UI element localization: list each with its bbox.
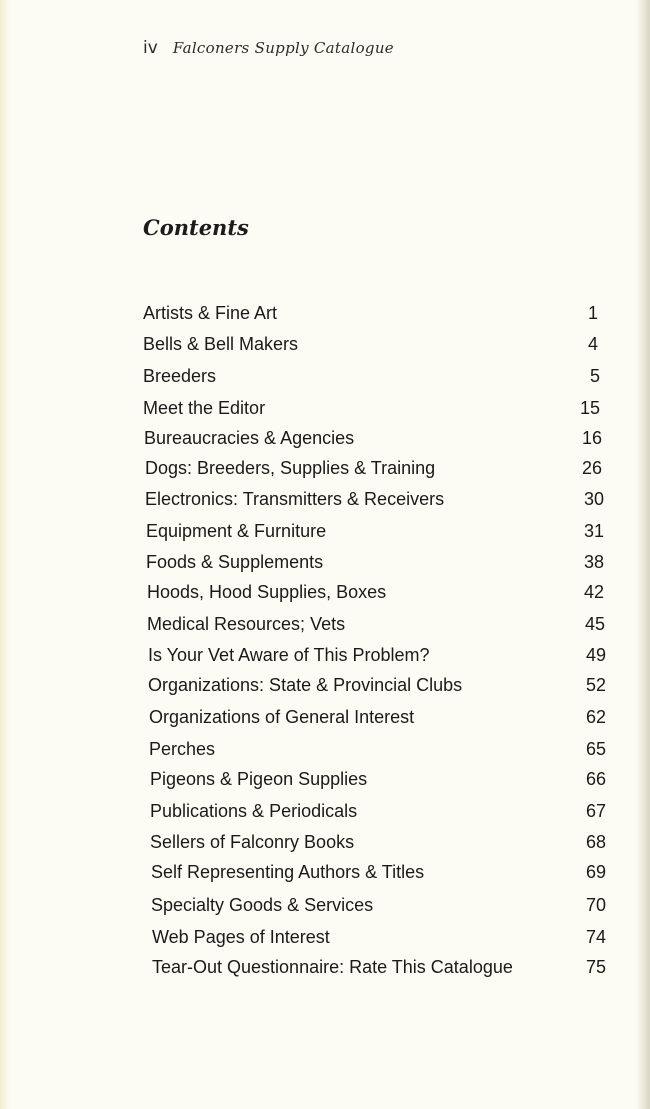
toc-entry-label: Sellers of Falconry Books <box>150 832 355 852</box>
toc-entry <box>148 645 606 671</box>
toc-entry <box>145 489 604 515</box>
toc-entry-page: 30 <box>583 489 604 509</box>
toc-entry-page: 45 <box>584 614 605 634</box>
toc-entry-page: 15 <box>579 398 600 418</box>
toc-entry-label: Web Pages of Interest <box>152 927 330 947</box>
toc-entry-page: 70 <box>585 895 606 915</box>
toc-entry-page: 26 <box>581 458 602 478</box>
toc-entry-page: 38 <box>583 552 604 572</box>
toc-entry-page: 74 <box>585 927 606 947</box>
toc-entry-page: 66 <box>585 769 606 789</box>
toc-entry-label: Is Your Vet Aware of This Problem? <box>148 645 430 665</box>
toc-entry-label: Organizations: State & Provincial Clubs <box>148 675 463 695</box>
toc-entry-page: 65 <box>585 739 606 759</box>
toc-entry-page: 16 <box>581 428 602 448</box>
toc-entry-label: Perches <box>149 739 216 759</box>
toc-entry <box>147 614 605 640</box>
toc-entry <box>150 801 606 827</box>
toc-entry-page: 75 <box>585 957 606 977</box>
toc-entry-label: Foods & Supplements <box>146 552 324 572</box>
toc-entry-label: Meet the Editor <box>143 398 266 418</box>
toc-entry <box>143 398 600 424</box>
toc-entry <box>143 303 598 329</box>
toc-entry-page: 42 <box>583 582 604 602</box>
toc-entry-label: Breeders <box>143 366 217 386</box>
catalogue-title: Falconers Supply Catalogue <box>172 39 394 57</box>
toc-entry <box>146 521 604 547</box>
toc-entry-label: Specialty Goods & Services <box>151 895 374 915</box>
toc-entry-page: 4 <box>587 334 598 354</box>
toc-entry-page: 5 <box>589 366 600 386</box>
toc-entry <box>144 428 602 454</box>
toc-entry-page: 1 <box>587 303 598 323</box>
toc-entry <box>150 769 606 795</box>
toc-entry <box>146 552 604 578</box>
toc-entry-label: Hoods, Hood Supplies, Boxes <box>147 582 387 602</box>
toc-entry <box>152 957 606 983</box>
toc-entry-label: Equipment & Furniture <box>146 521 327 541</box>
toc-entry <box>149 707 606 733</box>
toc-entry-page: 62 <box>585 707 606 727</box>
toc-entry-label: Publications & Periodicals <box>150 801 358 821</box>
toc-entry-label: Dogs: Breeders, Supplies & Training <box>145 458 436 478</box>
toc-entry <box>145 458 602 484</box>
toc-entry-page: 49 <box>585 645 606 665</box>
toc-entry-label: Bureaucracies & Agencies <box>144 428 355 448</box>
toc-entry-label: Artists & Fine Art <box>143 303 278 323</box>
toc-entry-label: Organizations of General Interest <box>149 707 415 727</box>
toc-entry-label: Bells & Bell Makers <box>143 334 299 354</box>
toc-entry-label: Medical Resources; Vets <box>147 614 346 634</box>
toc-entry <box>143 334 598 360</box>
toc-entry-label: Self Representing Authors & Titles <box>151 862 425 882</box>
toc-entry <box>147 582 604 608</box>
toc-entry <box>152 927 606 953</box>
toc-entry-label: Electronics: Transmitters & Receivers <box>145 489 445 509</box>
toc-entry-label: Pigeons & Pigeon Supplies <box>150 769 368 789</box>
toc-entry <box>143 366 600 392</box>
toc-entry <box>151 895 606 921</box>
toc-entry-page: 31 <box>583 521 604 541</box>
contents-heading: Contents <box>143 215 249 240</box>
toc-entry-page: 69 <box>585 862 606 882</box>
toc-entry-page: 68 <box>585 832 606 852</box>
toc-entry <box>150 832 606 858</box>
page-number: iv <box>143 38 158 58</box>
toc-entry-page: 67 <box>585 801 606 821</box>
toc-entry <box>148 675 606 701</box>
toc-entry-page: 52 <box>585 675 606 695</box>
toc-entry-label: Tear-Out Questionnaire: Rate This Catalogue <box>152 957 513 977</box>
toc-entry <box>149 739 606 765</box>
toc-entry <box>151 862 606 888</box>
